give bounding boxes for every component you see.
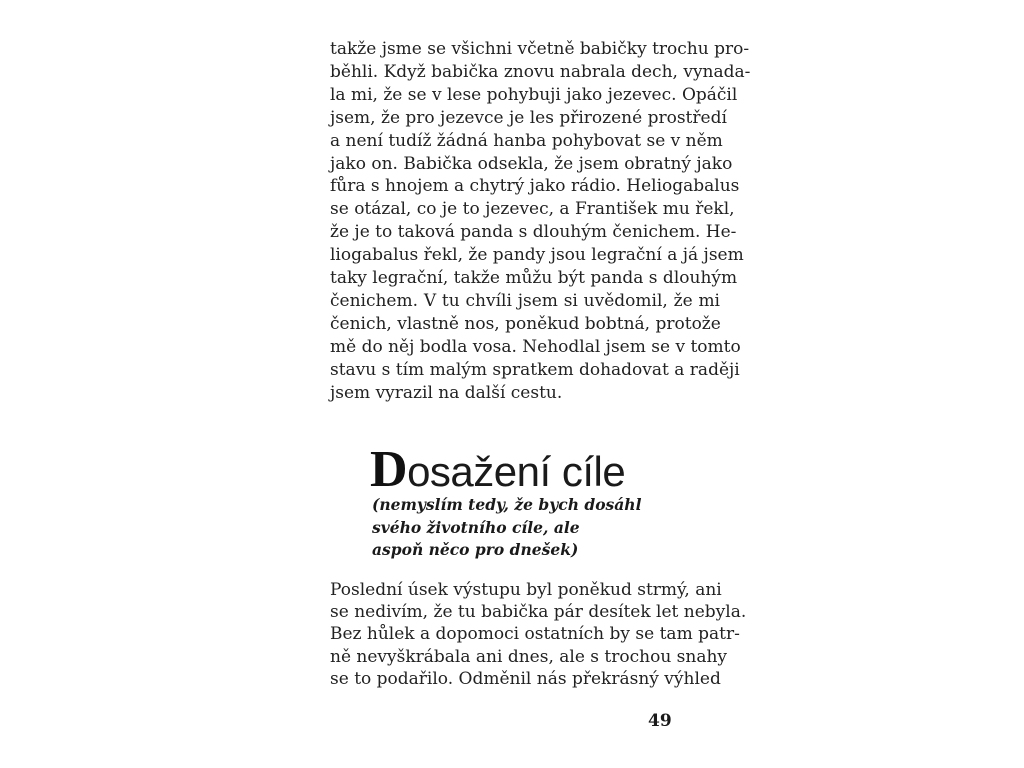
text-line: jsem, že pro jezevce je les přirozené prostředí bbox=[330, 107, 727, 128]
text-line: a není tudíž žádná hanba pohybovat se v něm bbox=[330, 130, 723, 151]
text-line: mě do něj bodla vosa. Nehodlal jsem se v tomto bbox=[330, 336, 741, 357]
text-line: čenich, vlastně nos, poněkud bobtná, protože bbox=[330, 313, 721, 334]
text-line: fůra s hnojem a chytrý jako rádio. Heliogabalus bbox=[330, 176, 740, 197]
text-line: jsem vyrazil na další cestu. bbox=[330, 382, 563, 403]
page-number: 49 bbox=[648, 711, 672, 731]
text-line: čenichem. V tu chvíli jsem si uvědomil, že mi bbox=[330, 290, 720, 311]
text-line: že je to taková panda s dlouhým čenichem. He- bbox=[330, 222, 737, 243]
text-line: Poslední úsek výstupu byl poněkud strmý, ani bbox=[330, 580, 722, 600]
text-line: se nedivím, že tu babička pár desítek let nebyla. bbox=[330, 602, 747, 623]
text-line: stavu s tím malým spratkem dohadovat a raději bbox=[330, 359, 740, 380]
subtitle-line: svého životního cíle, ale bbox=[372, 517, 580, 537]
subtitle-line: (nemyslím tedy, že bych dosáhl bbox=[372, 495, 642, 514]
text-line: liogabalus řekl, že pandy jsou legrační a já jsem bbox=[330, 245, 744, 266]
text-line: běhli. Když babička znovu nabrala dech, vynada- bbox=[330, 61, 751, 82]
chapter-heading bbox=[370, 441, 626, 498]
subtitle-line: aspoň něco pro dnešek) bbox=[372, 540, 579, 559]
text-line: se to podařilo. Odměnil nás překrásný výhled bbox=[330, 668, 721, 689]
chapter-subtitle bbox=[372, 494, 641, 562]
text-line: se otázal, co je to jezevec, a František mu řekl, bbox=[330, 199, 735, 220]
text-line: taky legrační, takže můžu být panda s dlouhým bbox=[330, 268, 738, 289]
heading-initial: D bbox=[370, 441, 408, 498]
text-line: ně nevyškrábala ani dnes, ale s trochou snahy bbox=[330, 646, 728, 667]
body-paragraph-bottom bbox=[330, 579, 747, 690]
heading-rest: osažení cíle bbox=[407, 448, 626, 495]
text-line: Bez hůlek a dopomoci ostatních by se tam patr- bbox=[330, 624, 740, 645]
body-paragraph-top bbox=[330, 38, 751, 405]
text-line: jako on. Babička odsekla, že jsem obratný jako bbox=[330, 153, 733, 174]
text-line: takže jsme se všichni včetně babičky trochu pro- bbox=[330, 39, 750, 59]
text-line: la mi, že se v lese pohybuji jako jezevec. Opáčil bbox=[330, 84, 738, 105]
